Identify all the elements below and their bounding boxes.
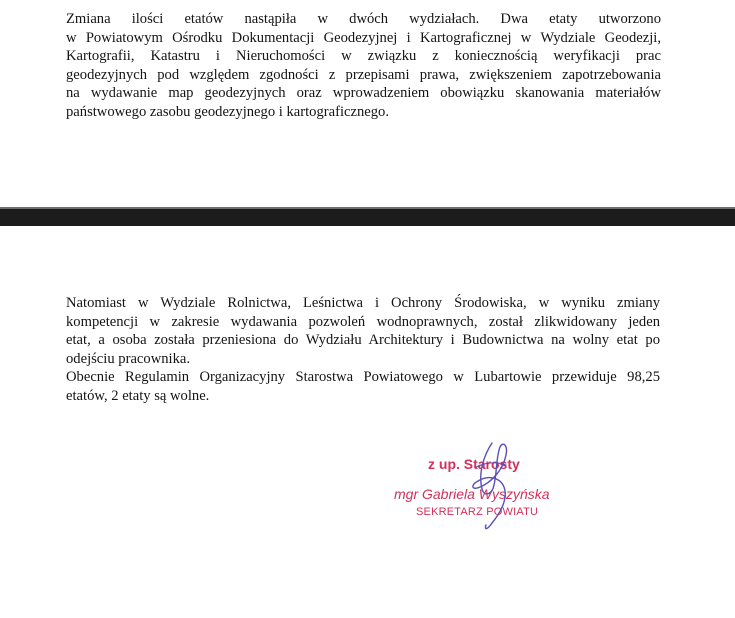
handwritten-signature (462, 437, 522, 537)
stamp-authorization: z up. Starosty (428, 456, 520, 472)
paragraph2-line-4: odejściu pracownika. (66, 350, 191, 367)
paragraph1-line-4: geodezyjnych pod względem zgodności z przepisami prawa, zwiększeniem zapotrzebowania (66, 66, 661, 83)
paragraph1-line-1: Zmiana ilości etatów nastąpiła w dwóch wydziałach. Dwa etaty utworzono (66, 11, 661, 27)
paragraph1-line-2: w Powiatowym Ośrodku Dokumentacji Geodezyjnej i Kartograficznej w Wydziale Geodezji, (66, 29, 661, 46)
signature-stroke (473, 443, 507, 529)
stamp-title: SEKRETARZ POWIATU (416, 506, 539, 518)
paragraph3-line-2: etatów, 2 etaty są wolne. (66, 387, 210, 404)
paragraph1-line-5: na wydawanie map geodezyjnych oraz wprowadzeniem obowiązku skanowania materiałów (66, 85, 661, 102)
paragraph2-line-1: Natomiast w Wydziale Rolnictwa, Leśnictwa i Ochrony Środowiska, w wyniku zmiany (66, 295, 660, 311)
paragraph-regulamin (66, 368, 660, 405)
paragraph-rolnictwa-changes (66, 294, 660, 368)
paragraph3-line-1: Obecnie Regulamin Organizacyjny Starostwa Powiatowego w Lubartowie przewiduje 98,25 (66, 369, 660, 385)
paragraph-etaty-changes (66, 10, 661, 122)
scan-separator (0, 209, 735, 226)
paragraph1-line-6: państwowego zasobu geodezyjnego i kartograficznego. (66, 103, 389, 120)
paragraph2-line-2: kompetencji w zakresie wydawania pozwoleń wodnoprawnych, został zlikwidowany jeden (66, 313, 660, 330)
stamp-name: mgr Gabriela Wyszyńska (394, 486, 550, 502)
paragraph2-line-3: etat, a osoba została przeniesiona do Wydziału Architektury i Budownictwa na wolny etat po (66, 332, 660, 349)
paragraph1-line-3: Kartografii, Katastru i Nieruchomości w związku z koniecznością weryfikacji prac (66, 48, 661, 65)
